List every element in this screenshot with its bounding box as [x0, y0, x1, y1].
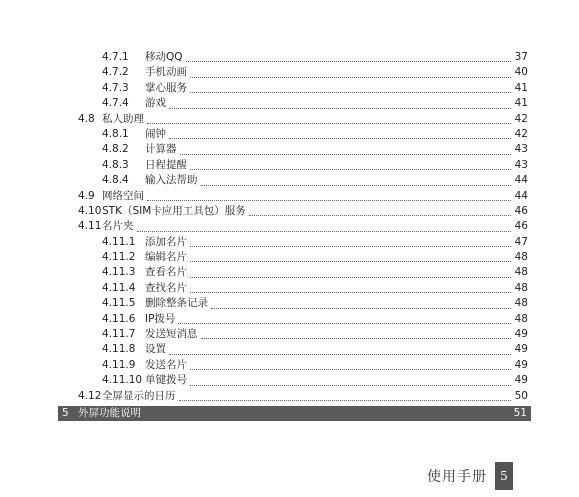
dot-leader — [186, 61, 511, 62]
dot-leader — [201, 185, 512, 186]
toc-entry-number: 4.8 — [78, 112, 95, 125]
dot-leader — [190, 92, 511, 93]
toc-entry-page: 49 — [514, 374, 528, 387]
toc-entry-title: 单键拨号 — [145, 374, 187, 387]
toc-entry-title: 移动QQ — [145, 51, 183, 63]
toc-entry[interactable] — [78, 389, 528, 404]
toc-entry-title: 网络空间 — [102, 189, 144, 202]
toc-entry-title: 输入法帮助 — [145, 174, 198, 187]
toc-entry-number: 4.11.9 — [102, 358, 136, 371]
toc-entry-title: 发送短消息 — [145, 328, 198, 341]
toc-chapter-row[interactable] — [58, 406, 531, 421]
toc-entry-title: 掌心服务 — [145, 81, 187, 94]
toc-entry[interactable] — [78, 219, 528, 234]
dot-leader — [169, 354, 511, 355]
toc-entry-title: 日程提醒 — [145, 158, 187, 171]
dot-leader — [179, 400, 512, 401]
toc-entry[interactable] — [78, 296, 528, 311]
toc-entry[interactable] — [78, 342, 528, 357]
table-of-contents — [62, 50, 528, 421]
toc-entry-page: 46 — [514, 204, 528, 217]
toc-entry-page: 48 — [514, 312, 528, 325]
toc-entry-number: 5 — [62, 406, 69, 419]
toc-entry-title: 查看名片 — [145, 266, 187, 279]
toc-entry-page: 49 — [514, 328, 528, 341]
dot-leader — [190, 385, 511, 386]
dot-leader — [190, 169, 511, 170]
toc-entry-page: 48 — [514, 281, 528, 294]
toc-entry-number: 4.11.6 — [102, 312, 136, 325]
dot-leader — [180, 154, 512, 155]
toc-entry-number: 4.11.1 — [102, 235, 136, 248]
toc-entry-page: 41 — [514, 97, 528, 110]
toc-entry-page: 51 — [513, 406, 527, 419]
toc-entry[interactable] — [78, 127, 528, 142]
dot-leader — [249, 215, 511, 216]
toc-entry-page: 49 — [514, 358, 528, 371]
toc-entry-title: 计算器 — [145, 143, 177, 156]
dot-leader — [190, 369, 511, 370]
toc-entry-title: 名片夹 — [102, 220, 134, 233]
toc-entry[interactable] — [78, 158, 528, 173]
toc-entry-page: 43 — [514, 158, 528, 171]
toc-entry-title: 闹钟 — [145, 127, 166, 140]
dot-leader — [190, 246, 511, 247]
toc-entry-number: 4.11.7 — [102, 328, 136, 341]
dot-leader — [137, 231, 512, 232]
toc-entry-title: 查找名片 — [145, 281, 187, 294]
toc-entry[interactable] — [78, 373, 528, 388]
dot-leader — [178, 323, 511, 324]
toc-entry-page: 47 — [514, 235, 528, 248]
toc-entry-page: 41 — [514, 81, 528, 94]
toc-entry-title: 添加名片 — [145, 235, 187, 248]
toc-entry-page: 44 — [514, 174, 528, 187]
dot-leader — [201, 338, 512, 339]
toc-entry-number: 4.7.4 — [102, 97, 129, 110]
dot-leader — [169, 108, 511, 109]
toc-entry[interactable] — [78, 281, 528, 296]
toc-entry-number: 4.7.1 — [102, 51, 129, 63]
dot-leader — [169, 138, 511, 139]
toc-entry-number: 4.9 — [78, 189, 95, 202]
toc-entry-title: 设置 — [145, 343, 166, 356]
toc-entry-page: 42 — [514, 127, 528, 140]
toc-entry-number: 4.11.10 — [102, 374, 143, 387]
toc-entry[interactable] — [78, 235, 528, 250]
toc-entry-page: 50 — [514, 389, 528, 402]
dot-leader — [147, 200, 511, 201]
dot-leader — [190, 292, 511, 293]
toc-entry-title: STK（SIM卡应用工具包）服务 — [102, 204, 246, 217]
toc-entry[interactable] — [78, 65, 528, 80]
toc-entry-page: 37 — [514, 51, 528, 63]
dot-leader — [147, 123, 511, 124]
toc-entry-page: 49 — [514, 343, 528, 356]
dot-leader — [190, 261, 511, 262]
toc-entry-number: 4.11.2 — [102, 251, 136, 264]
toc-entry-page: 48 — [514, 297, 528, 310]
dot-leader — [190, 277, 511, 278]
toc-entry-number: 4.11.3 — [102, 266, 136, 279]
toc-entry-number: 4.8.2 — [102, 143, 129, 156]
dot-leader — [211, 308, 511, 309]
toc-entry-title: 外屏功能说明 — [78, 406, 141, 419]
manual-label: 使用手册 — [427, 469, 487, 485]
toc-entry[interactable] — [78, 327, 528, 342]
dot-leader — [190, 77, 511, 78]
toc-entry-number: 4.7.3 — [102, 81, 129, 94]
toc-entry-page: 42 — [514, 112, 528, 125]
toc-entry-title: 删除整条记录 — [145, 297, 208, 310]
toc-entry[interactable] — [78, 189, 528, 204]
toc-entry-number: 4.8.1 — [102, 127, 129, 140]
toc-entry-page: 46 — [514, 220, 528, 233]
toc-entry-title: 全屏显示的日历 — [102, 389, 176, 402]
toc-entry-number: 4.8.3 — [102, 158, 129, 171]
toc-entry[interactable] — [78, 358, 528, 373]
toc-entry-number: 4.11.4 — [102, 281, 136, 294]
toc-entry-number: 4.11.5 — [102, 297, 136, 310]
toc-entry[interactable] — [78, 81, 528, 96]
toc-entry[interactable] — [78, 96, 528, 111]
toc-entry-page: 44 — [514, 189, 528, 202]
toc-entry[interactable] — [78, 265, 528, 280]
toc-entry[interactable] — [78, 173, 528, 188]
toc-entry[interactable] — [78, 142, 528, 157]
toc-entry-number: 4.7.2 — [102, 66, 129, 79]
toc-entry[interactable] — [78, 312, 528, 327]
toc-entry-page: 48 — [514, 266, 528, 279]
toc-entry-title: 游戏 — [145, 97, 166, 110]
page-number-badge: 5 — [495, 462, 513, 490]
toc-entry-number: 4.11 — [78, 220, 102, 233]
toc-entry-page: 43 — [514, 143, 528, 156]
toc-entry-title: 私人助理 — [102, 112, 144, 125]
toc-entry[interactable] — [78, 204, 528, 219]
toc-entry-title: 手机动画 — [145, 66, 187, 79]
toc-entry-title: IP拨号 — [145, 312, 176, 325]
toc-entry-number: 4.12 — [78, 389, 102, 402]
toc-entry[interactable] — [78, 112, 528, 127]
toc-entry-page: 48 — [514, 251, 528, 264]
page-footer — [427, 462, 513, 490]
toc-entry-number: 4.11.8 — [102, 343, 136, 356]
toc-entry-title: 发送名片 — [145, 358, 187, 371]
toc-entry-title: 编辑名片 — [145, 251, 187, 264]
toc-entry[interactable] — [78, 250, 528, 265]
toc-entry[interactable] — [78, 50, 528, 65]
toc-entry-page: 40 — [514, 66, 528, 79]
toc-entry-number: 4.10 — [78, 204, 102, 217]
toc-entry-number: 4.8.4 — [102, 174, 129, 187]
